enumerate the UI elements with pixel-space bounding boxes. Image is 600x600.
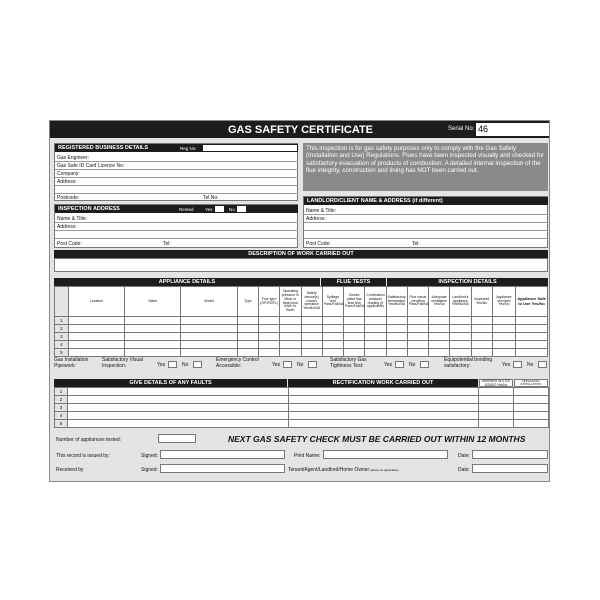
description-field[interactable]: [54, 258, 548, 272]
print-name-label: Print Name:: [294, 453, 321, 459]
col-smoke-pellet: Smoke pellet flue flow test Pass/Fail/NA: [344, 287, 365, 317]
received-by-label: Received by: [56, 467, 84, 473]
checks-row: [54, 356, 548, 372]
rented-yes-checkbox[interactable]: [215, 206, 224, 212]
tightness-yes-label: Yes: [384, 362, 393, 368]
landlord-title: LANDLORD/CLIENT NAME & ADDRESS (if different): [307, 198, 443, 204]
faults-table: [54, 387, 549, 428]
row-number: 3: [55, 333, 69, 341]
col-flue-type: Flue type (OF/RS/FL): [259, 287, 280, 317]
faults-title: GIVE DETAILS OF ANY FAULTS: [129, 380, 212, 386]
received-signed-label: Signed:: [141, 467, 158, 473]
bonding-label: Equipotential bonding satisfactory:: [444, 357, 493, 369]
business-details-title: REGISTERED BUSINESS DETAILS: [58, 145, 149, 151]
table-row[interactable]: [55, 317, 548, 325]
bonding-yes-checkbox[interactable]: [513, 361, 522, 368]
rectification-title: RECTIFICATION WORK CARRIED OUT: [332, 380, 434, 386]
tenant-label: Tenant/Agent/Landlord/Home Owner: [288, 467, 370, 473]
appliances-tested-label: Number of appliances tested:: [56, 437, 122, 443]
business-details-header: [55, 144, 298, 152]
inspection-name-label: Name & Title:: [57, 216, 88, 222]
emergency-control-label: Emergency Control Accessible:: [216, 357, 259, 369]
issued-signature-field[interactable]: [160, 450, 285, 459]
serial-number: 46: [476, 123, 550, 136]
address-label: Address:: [57, 179, 77, 185]
visual-no-label: No: [182, 362, 189, 368]
appliance-details-header: [54, 278, 320, 286]
visual-inspection-label: Satisfactory Visual Inspection:: [102, 357, 144, 369]
table-row[interactable]: [55, 396, 549, 404]
faults-header: [54, 379, 287, 387]
reg-no-field[interactable]: [203, 145, 297, 151]
received-date-field[interactable]: [472, 464, 548, 473]
warning-notice-header: WARNING NOTICE ISSUED Yes/No: [479, 379, 513, 387]
pipework-label: Gas Installation Pipework:: [54, 357, 89, 369]
certificate-title: GAS SAFETY CERTIFICATE: [227, 124, 374, 136]
postcode-label: Postcode:: [57, 195, 80, 201]
landlord-address-label: Address:: [306, 216, 326, 222]
description-title: DESCRIPTION OF WORK CARRIED OUT: [248, 251, 354, 257]
landlord-header: [304, 197, 548, 205]
landlord-name-label: Name & Title:: [306, 208, 337, 214]
flue-tests-title: FLUE TESTS: [336, 279, 371, 285]
title-bar: [50, 121, 550, 138]
appliance-table: [54, 286, 548, 357]
next-check-notice: NEXT GAS SAFETY CHECK MUST BE CARRIED OUT WITHIN 12 MONTHS: [228, 434, 526, 444]
row-number: 1: [55, 388, 68, 396]
bonding-no-checkbox[interactable]: [538, 361, 547, 368]
appliance-header-row: [55, 287, 548, 317]
row-number: 1: [55, 317, 69, 325]
visual-yes-checkbox[interactable]: [168, 361, 177, 368]
gas-safe-id-label: Gas Safe ID Card Licence No:: [57, 163, 125, 169]
rented-no-checkbox[interactable]: [237, 206, 246, 212]
row-number: 5: [55, 349, 69, 357]
table-row[interactable]: [55, 388, 549, 396]
inspection-postcode-label: Post Code:: [57, 241, 82, 247]
emergency-yes-label: Yes: [272, 362, 281, 368]
col-combustion-analyser: Combustion analyser reading (if applicable): [365, 287, 386, 317]
inspection-address-header: [55, 205, 298, 213]
tightness-no-label: No: [409, 362, 416, 368]
col-operating-pressure: Operating pressure in Mbar or heat input kW/h or Btu/h: [280, 287, 301, 317]
rented-yes-label: Yes: [205, 207, 213, 212]
row-number-header: [55, 287, 69, 317]
table-row[interactable]: [55, 420, 549, 428]
row-number: 5: [55, 420, 68, 428]
tenant-note: (delete as applicable): [370, 468, 399, 472]
reg-no-label: Reg No:: [180, 146, 197, 151]
col-model: Model: [181, 287, 237, 317]
col-make: Make: [125, 287, 181, 317]
inspection-address-label: Address:: [57, 224, 77, 230]
print-name-field[interactable]: [323, 450, 448, 459]
flue-tests-header: [321, 278, 386, 286]
inspection-tel-label: Tel:: [163, 241, 171, 247]
col-safety-device: Safety device(s) correct operation Yes/No/NA: [301, 287, 322, 317]
company-label: Company:: [57, 171, 80, 177]
issued-date-label: Date:: [458, 453, 470, 459]
received-signature-field[interactable]: [160, 464, 285, 473]
appliances-tested-field[interactable]: [158, 434, 196, 443]
col-flue-visual: Flue visual condition Pass/Fail/NA: [407, 287, 428, 317]
landlord-panel: [303, 196, 548, 248]
inspection-details-title: INSPECTION DETAILS: [438, 279, 497, 285]
rented-no-label: No: [229, 207, 235, 212]
row-number: 2: [55, 325, 69, 333]
inspection-details-header: [387, 278, 548, 286]
tightness-test-label: Satisfactory Gas Tightness Test:: [330, 357, 367, 369]
col-landlords-appliance: Landlord's appliance Yes/No/NA: [450, 287, 471, 317]
col-satisfactory-termination: Satisfactory termination Yes/No/NA: [386, 287, 407, 317]
rented-label: Rented: [179, 207, 194, 212]
business-details-panel: [54, 143, 298, 201]
emergency-no-checkbox[interactable]: [308, 361, 317, 368]
col-appliance-serviced: Appliance serviced Yes/No: [492, 287, 515, 317]
col-adequate-ventilation: Adequate ventilation Yes/No: [429, 287, 450, 317]
table-row[interactable]: [55, 325, 548, 333]
issued-signed-label: Signed:: [141, 453, 158, 459]
table-row[interactable]: [55, 341, 548, 349]
serial-label: Serial No:: [448, 126, 475, 132]
row-number: 4: [55, 341, 69, 349]
received-date-label: Date:: [458, 467, 470, 473]
landlord-tel-label: Tel:: [412, 241, 420, 247]
gas-engineer-label: Gas Engineer:: [57, 155, 89, 161]
col-spillage-test: Spillage test Pass/Fail/NA: [322, 287, 343, 317]
table-row[interactable]: [55, 412, 549, 420]
inspection-address-title: INSPECTION ADDRESS: [58, 206, 120, 212]
issued-date-field[interactable]: [472, 450, 548, 459]
table-row[interactable]: [55, 333, 548, 341]
gas-safety-certificate-form: [49, 120, 550, 482]
col-location: Location: [68, 287, 124, 317]
description-header: [54, 250, 548, 258]
issued-by-label: This record is issued by:: [56, 453, 110, 459]
inspection-notice: This inspection is for gas safety purposes only to comply with the Gas Safety (Installation and Use) Regulations. Flues have been inspected visually and checked for satisfactory evacuation of products of combustion. A detailed internal inspection of the flue integrity, construction and lining has NOT been carried out.: [303, 143, 548, 191]
emergency-no-label: No: [297, 362, 304, 368]
bonding-no-label: No: [527, 362, 534, 368]
warning-sticker-header: APPLIANCE / INSTALLATION: [514, 379, 548, 387]
tightness-no-checkbox[interactable]: [420, 361, 429, 368]
bonding-yes-label: Yes: [502, 362, 511, 368]
tightness-yes-checkbox[interactable]: [395, 361, 404, 368]
row-number: 4: [55, 412, 68, 420]
col-inspected: Inspected Yes/No: [471, 287, 492, 317]
col-type: Type: [237, 287, 258, 317]
appliance-details-title: APPLIANCE DETAILS: [158, 279, 216, 285]
rectification-header: [288, 379, 478, 387]
visual-no-checkbox[interactable]: [193, 361, 202, 368]
landlord-postcode-label: Post Code:: [306, 241, 331, 247]
col-safe-to-use: Appliance Safe to Use Yes/No: [516, 287, 548, 317]
tel-no-label: Tel No:: [203, 195, 219, 201]
row-number: 3: [55, 404, 68, 412]
emergency-yes-checkbox[interactable]: [283, 361, 292, 368]
inspection-address-panel: [54, 204, 298, 248]
table-row[interactable]: [55, 404, 549, 412]
row-number: 2: [55, 396, 68, 404]
visual-yes-label: Yes: [157, 362, 166, 368]
